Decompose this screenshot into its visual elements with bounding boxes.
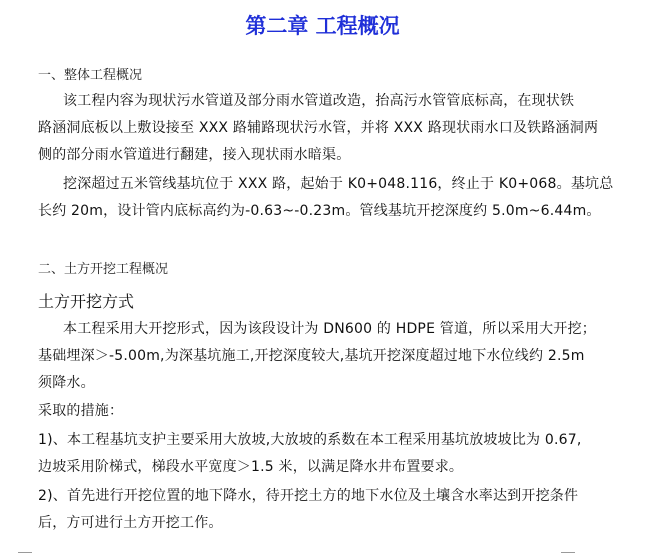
paragraph-line: 路涵洞底板以上敷设接至 XXX 路辅路现状污水管，并将 XXX 路现状雨水口及铁路涵洞两 — [38, 120, 599, 136]
page-corner-mark-right — [561, 552, 575, 553]
paragraph-line: 须降水。 — [38, 375, 95, 391]
paragraph-line: 该工程内容为现状污水管道及部分雨水管道改造，抬高污水管管底标高，在现状铁 — [63, 93, 575, 109]
paragraph-line: 本工程采用大开挖形式，因为该段设计为 DN600 的 HDPE 管道，所以采用大开挖； — [63, 321, 596, 337]
paragraph-line: 长约 20m，设计管内底标高约为-0.63~-0.23m。管线基坑开挖深度约 5.0m~6.44m。 — [38, 203, 601, 219]
paragraph-line: 侧的部分雨水管道进行翻建，接入现状雨水暗渠。 — [38, 147, 351, 163]
measure-item-2-continued: 后，方可进行土方开挖工作。 — [38, 515, 223, 531]
measure-item-1-continued: 边坡采用阶梯式，梯段水平宽度＞1.5 米，以满足降水井布置要求。 — [38, 459, 464, 475]
paragraph-line: 基础埋深＞-5.00m,为深基坑施工,开挖深度较大,基坑开挖深度超过地下水位线约 2.5m — [38, 348, 585, 364]
measure-item-1: 1)、本工程基坑支护主要采用大放坡,大放坡的系数在本工程采用基坑放坡坡比为 0.67, — [38, 432, 582, 448]
subheading-excavation-method: 土方开挖方式 — [38, 292, 135, 311]
chapter-title: 第二章 工程概况 — [245, 14, 400, 38]
paragraph-line: 挖深超过五米管线基坑位于 XXX 路，起始于 K0+048.116，终止于 K0+068。基坑总 — [63, 176, 614, 192]
section-heading-overview: 一、整体工程概况 — [38, 68, 143, 83]
measure-item-2: 2)、首先进行开挖位置的地下降水，待开挖土方的地下水位及土壤含水率达到开挖条件 — [38, 488, 579, 504]
measures-label: 采取的措施： — [38, 403, 124, 419]
section-heading-earthwork: 二、土方开挖工程概况 — [38, 262, 169, 277]
page-corner-mark-left — [18, 552, 32, 553]
